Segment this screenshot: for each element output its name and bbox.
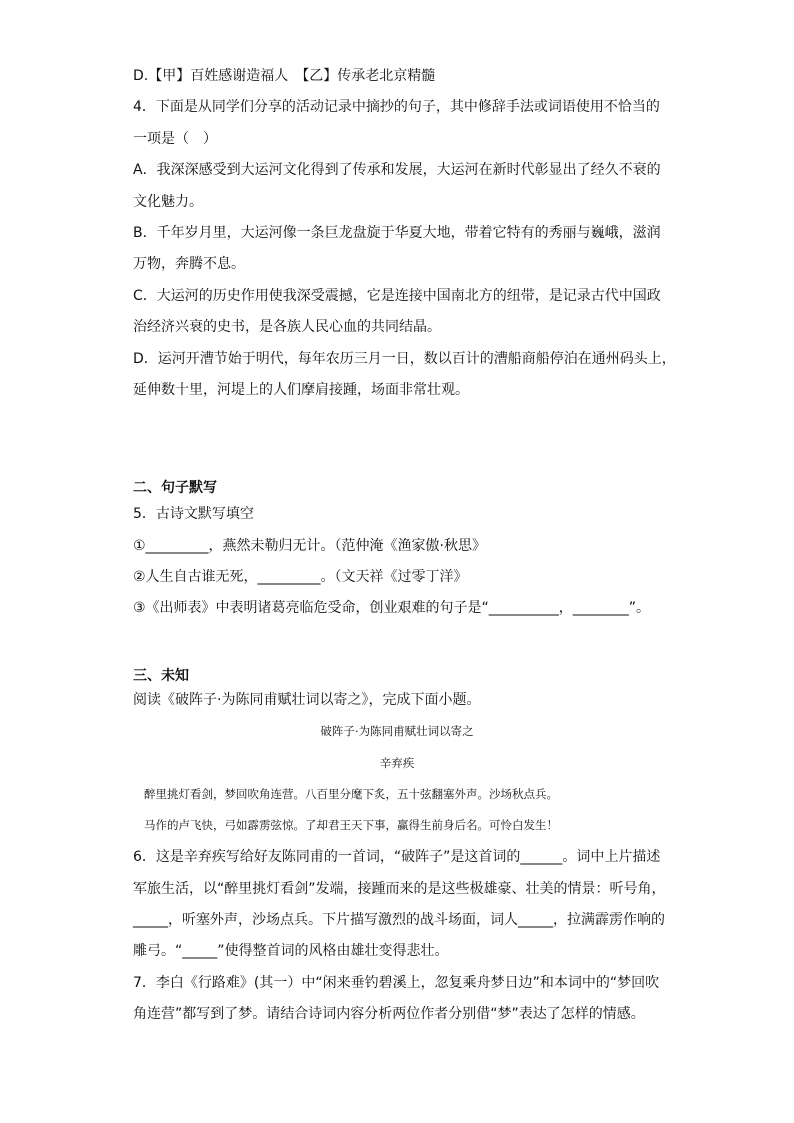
q4-stem-line-2: 一项是（ ） bbox=[133, 131, 217, 147]
q4-stem-line-1: 4．下面是从同学们分享的活动记录中摘抄的句子，其中修辞手法或词语使用不恰当的 bbox=[133, 99, 660, 115]
q4-option-b-line-2: 万物，奔腾不息。 bbox=[133, 256, 245, 272]
q4-option-c-line-2: 治经济兴衰的史书，是各族人民心血的共同结晶。 bbox=[133, 319, 441, 335]
q4-option-a-line-2: 文化魅力。 bbox=[133, 194, 203, 210]
section-2-heading: 二、句子默写 bbox=[133, 480, 217, 496]
q5-item-3: ③《出师表》中表明诸葛亮临危受命，创业艰难的句子是“__________，________”。 bbox=[133, 600, 651, 616]
q4-option-b-line-1: B．千年岁月里，大运河像一条巨龙盘旋于华夏大地，带着它特有的秀丽与巍峨，滋润 bbox=[133, 225, 661, 241]
q5-title: 5．古诗文默写填空 bbox=[133, 506, 254, 522]
poem-author: 辛弃疾 bbox=[379, 756, 415, 770]
q5-item-1: ①_________，燕然未勒归无计。（范仲淹《渔家傲·秋思》 bbox=[133, 538, 486, 554]
q3-option-d: D.【甲】百姓感谢造福人 【乙】传承老北京精髓 bbox=[133, 68, 436, 84]
q6-line-4: 雕弓。“_____”使得整首词的风格由雄壮变得悲壮。 bbox=[133, 943, 449, 959]
q4-option-a-line-1: A．我深深感受到大运河文化得到了传承和发展，大运河在新时代彰显出了经久不衰的 bbox=[133, 162, 661, 178]
q4-option-c-line-1: C．大运河的历史作用使我深受震撼，它是连接中国南北方的纽带，是记录古代中国政 bbox=[133, 288, 661, 304]
q5-item-2: ②人生自古谁无死，_________。（文天祥《过零丁洋》 bbox=[133, 569, 468, 585]
reading-intro: 阅读《破阵子·为陈同甫赋壮词以寄之》，完成下面小题。 bbox=[133, 692, 481, 708]
q6-line-1: 6．这是辛弃疾写给好友陈同甫的一首词，“破阵子”是这首词的______。词中上片描述 bbox=[133, 849, 661, 865]
poem-line-2: 马作的卢飞快，弓如霹雳弦惊。了却君王天下事，赢得生前身后名。可怜白发生！ bbox=[144, 818, 558, 832]
q4-option-d-line-2: 延伸数十里，河堤上的人们摩肩接踵，场面非常壮观。 bbox=[133, 382, 469, 398]
poem-title: 破阵子·为陈同甫赋壮词以寄之 bbox=[320, 724, 474, 738]
q7-line-1: 7．李白《行路难》(其一）中“闲来垂钓碧溪上，忽复乘舟梦日边”和本词中的“梦回吹 bbox=[133, 975, 660, 991]
q6-line-2: 军旅生活，以“醉里挑灯看剑”发端，接踵而来的是这些极雄豪、壮美的情景：听号角， bbox=[133, 881, 666, 897]
q6-line-3: _____，听塞外声，沙场点兵。下片描写激烈的战斗场面，词人_____，拉满霹雳作响的 bbox=[133, 912, 665, 928]
q7-line-2: 角连营”都写到了梦。请结合诗词内容分析两位作者分别借“梦”表达了怎样的情感。 bbox=[133, 1006, 645, 1022]
poem-line-1: 醉里挑灯看剑，梦回吹角连营。八百里分麾下炙，五十弦翻塞外声。沙场秋点兵。 bbox=[144, 787, 558, 801]
section-3-heading: 三、未知 bbox=[133, 668, 189, 684]
q4-option-d-line-1: D．运河开漕节始于明代，每年农历三月一日，数以百计的漕船商船停泊在通州码头上， bbox=[133, 351, 676, 367]
